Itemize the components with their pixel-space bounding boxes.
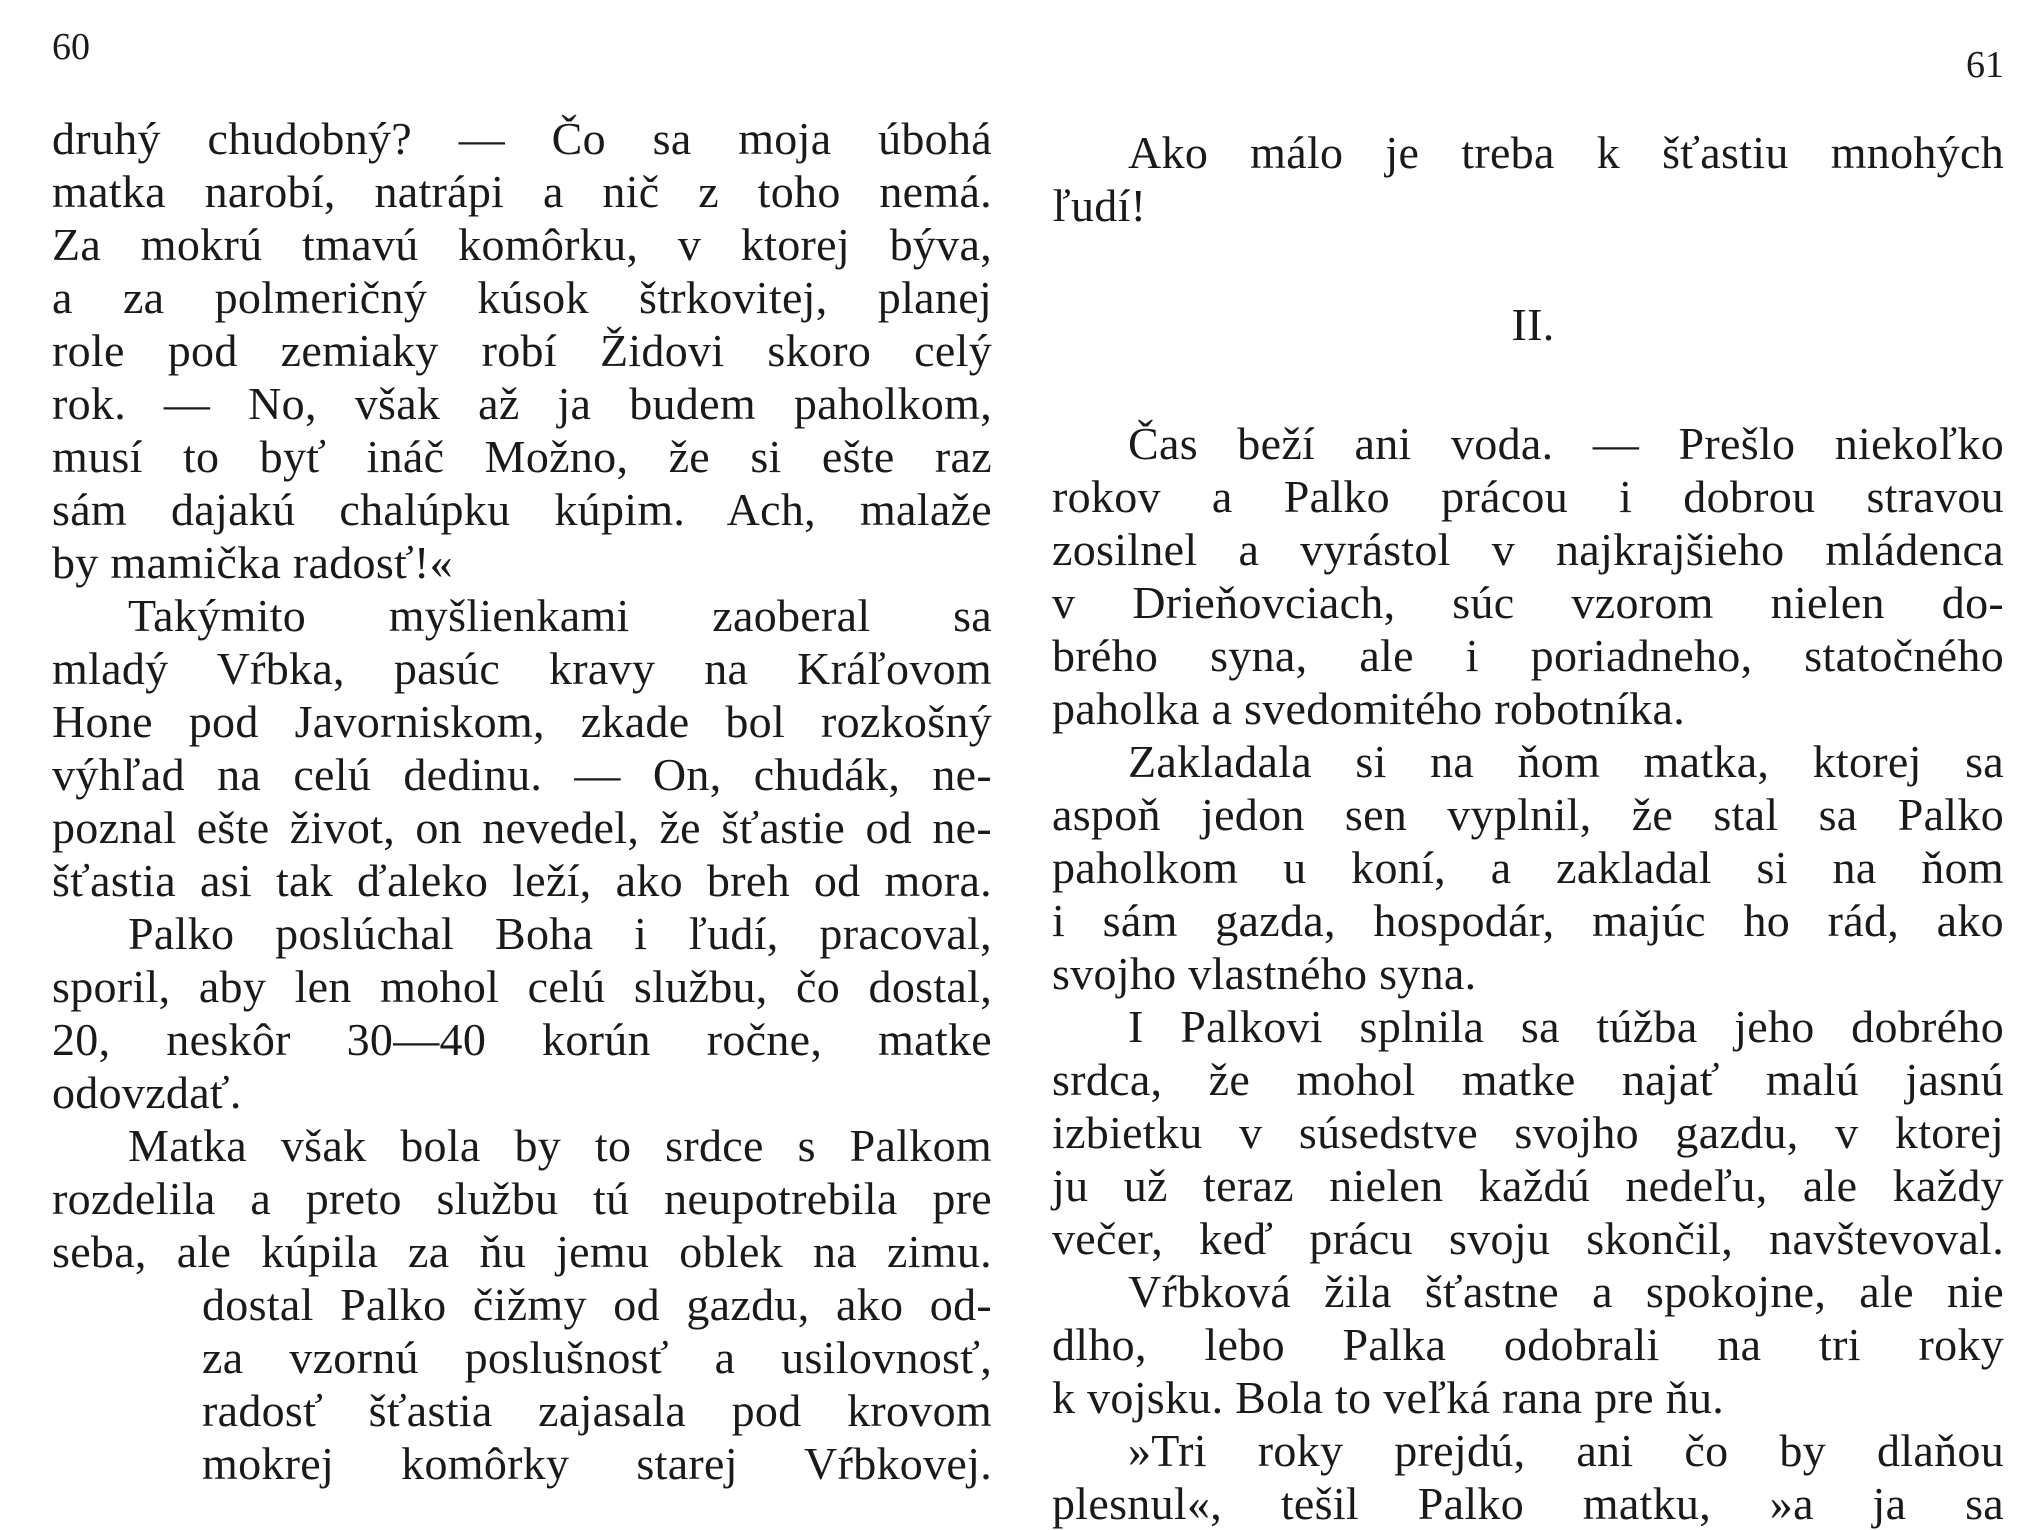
left-page-text [52, 112, 992, 1490]
text-line: rokov a Palko prácou i dobrou stravou [1052, 471, 2004, 522]
text-line: role pod zemiaky robí Židovi skoro celý [52, 325, 992, 376]
text-line: I Palkovi splnila sa túžba jeho dobrého [1128, 1001, 2004, 1052]
text-line: Vŕbková žila šťastne a spokojne, ale nie [1128, 1266, 2004, 1317]
text-line: mokrej komôrky starej Vŕbkovej. [202, 1438, 992, 1489]
text-line: 20, neskôr 30—40 korún ročne, matke [52, 1014, 992, 1065]
text-line: izbietku v súsedstve svojho gazdu, v ktorej [1052, 1107, 2004, 1158]
page-number-left: 60 [52, 26, 90, 68]
text-line: rok. — No, však až ja budem paholkom, [52, 378, 992, 429]
text-line: odovzdať. [52, 1067, 242, 1118]
text-line: Matka však bola by to srdce s Palkom [128, 1120, 992, 1171]
text-line: Hone pod Javorniskom, zkade bol rozkošný [52, 696, 992, 747]
text-line: mladý Vŕbka, pasúc kravy na Kráľovom [52, 643, 992, 694]
text-line: seba, ale kúpila za ňu jemu oblek na zimu. [52, 1226, 992, 1277]
text-line: i sám gazda, hospodár, majúc ho rád, ako [1052, 895, 2004, 946]
text-line: musí to byť ináč Možno, že si ešte raz [52, 431, 992, 482]
chapter-heading: II. [1511, 299, 1555, 350]
text-line: ľudí! [1052, 180, 1147, 231]
text-line: plesnul«, tešil Palko matku, »a ja sa [1052, 1478, 2004, 1529]
text-line: Palko poslúchal Boha i ľudí, pracoval, [128, 908, 992, 959]
text-line: »Tri roky prejdú, ani čo by dlaňou [1128, 1425, 2004, 1476]
text-line: matka narobí, natrápi a nič z toho nemá. [52, 166, 992, 217]
text-line: sporil, aby len mohol celú službu, čo dostal, [52, 961, 992, 1012]
text-line: Čas beží ani voda. — Prešlo niekoľko [1128, 418, 2004, 469]
text-line: Takýmito myšlienkami zaoberal sa [128, 590, 992, 641]
text-line: sám dajakú chalúpku kúpim. Ach, malaže [52, 484, 992, 535]
text-line: zosilnel a vyrástol v najkrajšieho mládenca [1052, 524, 2004, 575]
right-page [1012, 0, 2024, 1529]
text-line: paholka a svedomitého robotníka. [1052, 683, 1686, 734]
text-line: druhý chudobný? — Čo sa moja úbohá [52, 113, 992, 164]
left-page [0, 0, 1012, 1500]
text-line: rozdelila a preto službu tú neupotrebila pre [52, 1173, 992, 1224]
right-page-text [1052, 126, 2004, 1530]
text-line: poznal ešte život, on nevedel, že šťastie od ne- [52, 802, 992, 853]
text-line: Ako málo je treba k šťastiu mnohých [1128, 127, 2004, 178]
text-line: výhľad na celú dedinu. — On, chudák, ne- [52, 749, 992, 800]
page-number-right: 61 [1966, 44, 2004, 86]
text-line: večer, keď prácu svoju skončil, navštevoval. [1052, 1213, 2004, 1264]
text-line: radosť šťastia zajasala pod krovom [202, 1385, 992, 1436]
text-line: srdca, že mohol matke najať malú jasnú [1052, 1054, 2004, 1105]
text-line: brého syna, ale i poriadneho, statočného [1052, 630, 2004, 681]
text-line: a za polmeričný kúsok štrkovitej, planej [52, 272, 992, 323]
text-line: svojho vlastného syna. [1052, 948, 1477, 999]
text-line: v Drieňovciach, súc vzorom nielen do- [1052, 577, 2004, 628]
text-line: Zakladala si na ňom matka, ktorej sa [1128, 736, 2004, 787]
text-line: dostal Palko čižmy od gazdu, ako od- [202, 1279, 992, 1330]
text-line: paholkom u koní, a zakladal si na ňom [1052, 842, 2004, 893]
text-line: ju už teraz nielen každú nedeľu, ale každy [1052, 1160, 2004, 1211]
text-line: dlho, lebo Palka odobrali na tri roky [1052, 1319, 2004, 1370]
text-line: Za mokrú tmavú komôrku, v ktorej býva, [52, 219, 992, 270]
text-line: šťastia asi tak ďaleko leží, ako breh od mora. [52, 855, 992, 906]
text-line: by mamička radosť!« [52, 537, 453, 588]
text-line: aspoň jedon sen vyplnil, že stal sa Palko [1052, 789, 2004, 840]
text-line: za vzornú poslušnosť a usilovnosť, [202, 1332, 992, 1383]
text-line: k vojsku. Bola to veľká rana pre ňu. [1052, 1372, 1725, 1423]
